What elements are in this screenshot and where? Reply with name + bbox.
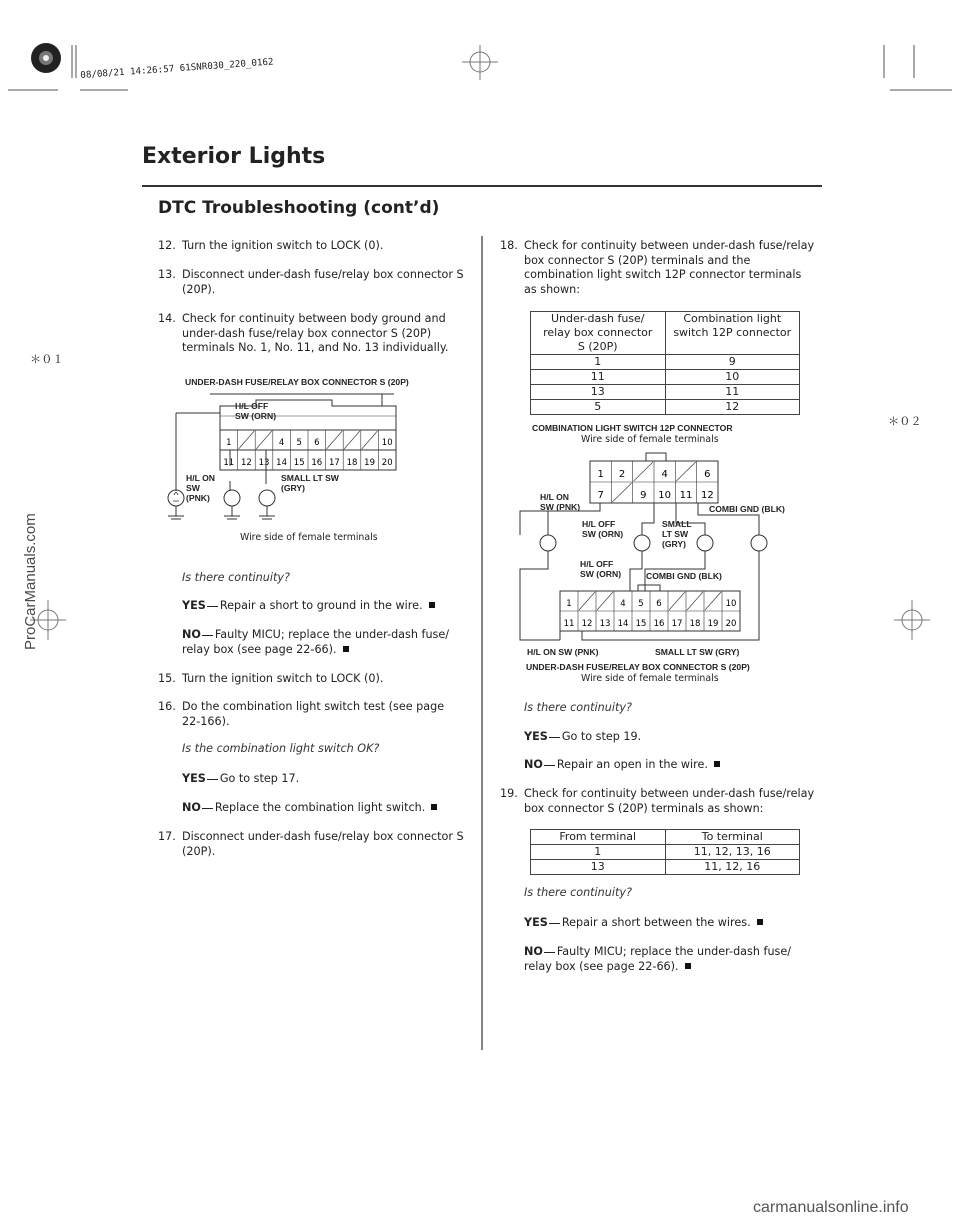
print-timestamp: 08/08/21 14:26:57 61SNR030_220_0162 — [80, 56, 274, 81]
table1-header: Under-dash fuse/ relay box connector S (20P) Combination light switch 12P connector — [531, 312, 800, 355]
diagram2-hl-on-label: H/L ON SW (PNK) — [540, 492, 581, 512]
pin-label: 5 — [296, 438, 302, 448]
pin-label: 18 — [689, 619, 701, 629]
side-watermark: ProCarManuals.com — [22, 513, 39, 650]
pin-label: 12 — [700, 490, 714, 501]
footer-watermark: carmanualsonline.info — [753, 1199, 909, 1216]
pin-label: 1 — [566, 599, 572, 609]
pin-label: 18 — [346, 458, 358, 468]
pin-label: 11 — [563, 619, 575, 629]
pin-label: 13 — [258, 458, 270, 468]
diagram1-title: UNDER-DASH FUSE/RELAY BOX CONNECTOR S (20P) — [185, 377, 409, 387]
diagram1-hl-off-label: H/L OFF SW (ORN) — [235, 401, 277, 421]
table-row: 13 11 — [531, 385, 800, 400]
table-row: 1 9 — [531, 355, 800, 370]
diagram2-small-label: SMALL LT SW (GRY) — [662, 519, 692, 549]
pin-label: 4 — [278, 438, 285, 448]
pin-label: 6 — [656, 599, 662, 609]
pin-label: 1 — [597, 469, 604, 480]
pin-label: 4 — [661, 469, 668, 480]
pin-label: 16 — [653, 619, 665, 629]
pin-label: 2 — [618, 469, 626, 480]
pin-label: 6 — [314, 438, 320, 448]
q1-yes: YES Repair a short to ground in the wire. — [182, 599, 435, 612]
page-title: Exterior Lights — [142, 144, 326, 169]
diagram2-bottom-title: UNDER-DASH FUSE/RELAY BOX CONNECTOR S (20P) — [526, 662, 750, 672]
question-2: Is the combination light switch OK? — [182, 742, 380, 755]
pin-label: 15 — [293, 458, 305, 468]
diagram1-hl-on-label: H/L ON SW (PNK) — [186, 473, 215, 503]
pin-label: 12 — [240, 458, 252, 468]
pin-label: 4 — [620, 599, 626, 609]
pin-label: 16 — [311, 458, 323, 468]
pin-label: 15 — [635, 619, 647, 629]
table2-header: From terminal To terminal — [531, 830, 800, 845]
pin-label: 10 — [658, 490, 672, 501]
q3-no: NO Repair an open in the wire. — [524, 758, 720, 771]
continuity-table-2 — [530, 829, 800, 875]
pin-label: 20 — [381, 458, 393, 468]
pin-label: 12 — [581, 619, 593, 629]
pin-label: 17 — [671, 619, 683, 629]
continuity-table-1 — [530, 311, 800, 415]
pin-label: 10 — [381, 438, 393, 448]
pin-label: 20 — [725, 619, 737, 629]
table-row: 13 11, 12, 16 — [531, 860, 800, 875]
diagram1-connector — [160, 386, 410, 526]
diagram2-hl-off-label: H/L OFF SW (ORN) — [582, 519, 624, 539]
question-4: Is there continuity? — [524, 886, 632, 899]
pin-label: 19 — [707, 619, 719, 629]
table-row: 5 12 — [531, 400, 800, 415]
diagram2-combi-gnd-label: COMBI GND (BLK) — [709, 504, 785, 514]
table-row: 1 11, 12, 13, 16 — [531, 845, 800, 860]
pin-label: 9 — [640, 490, 647, 501]
pin-label: 19 — [364, 458, 376, 468]
table-row: 11 10 — [531, 370, 800, 385]
pin-label: 7 — [597, 490, 604, 501]
diagram2-title: COMBINATION LIGHT SWITCH 12P CONNECTOR — [532, 423, 733, 433]
q2-no: NO Replace the combination light switch. — [182, 801, 437, 814]
pin-label: 11 — [679, 490, 693, 501]
margin-mark-left: ＊０１ — [30, 353, 64, 366]
q3-yes: YES Go to step 19. — [524, 730, 642, 743]
diagram2-combi-gnd2-label: COMBI GND (BLK) — [646, 571, 722, 581]
question-1: Is there continuity? — [182, 571, 290, 584]
pin-label: 14 — [276, 458, 288, 468]
diagram1-caption: Wire side of female terminals — [240, 532, 378, 543]
question-3: Is there continuity? — [524, 701, 632, 714]
pin-label: 10 — [725, 599, 737, 609]
q2-yes: YES Go to step 17. — [182, 772, 300, 785]
diagram1-small-lt-label: SMALL LT SW (GRY) — [281, 473, 339, 493]
pin-label: 6 — [704, 469, 711, 480]
pin-label: 17 — [328, 458, 340, 468]
diagram2-small-lt-sw-label: SMALL LT SW (GRY) — [655, 647, 740, 657]
pin-label: 13 — [599, 619, 611, 629]
margin-mark-right: ＊０２ — [888, 415, 922, 428]
diagram2-caption-top: Wire side of female terminals — [581, 434, 719, 445]
q4-yes: YES Repair a short between the wires. — [524, 916, 763, 929]
pin-label: 14 — [617, 619, 629, 629]
pin-label: 1 — [226, 438, 232, 448]
q1-no: NO Faulty MICU; replace the under-dash fuse/ relay box (see page 22-66). — [182, 628, 450, 656]
diagram2-wiring — [500, 445, 800, 645]
q4-no: NO Faulty MICU; replace the under-dash fuse/ relay box (see page 22-66). — [524, 945, 792, 973]
diagram2-hl-on-sw-label: H/L ON SW (PNK) — [527, 647, 599, 657]
diagram2-hl-off2-label: H/L OFF SW (ORN) — [580, 559, 622, 579]
section-title: DTC Troubleshooting (cont’d) — [158, 198, 440, 218]
pin-label: 11 — [223, 458, 235, 468]
diagram2-caption-bottom: Wire side of female terminals — [581, 673, 719, 684]
pin-label: 5 — [638, 599, 644, 609]
